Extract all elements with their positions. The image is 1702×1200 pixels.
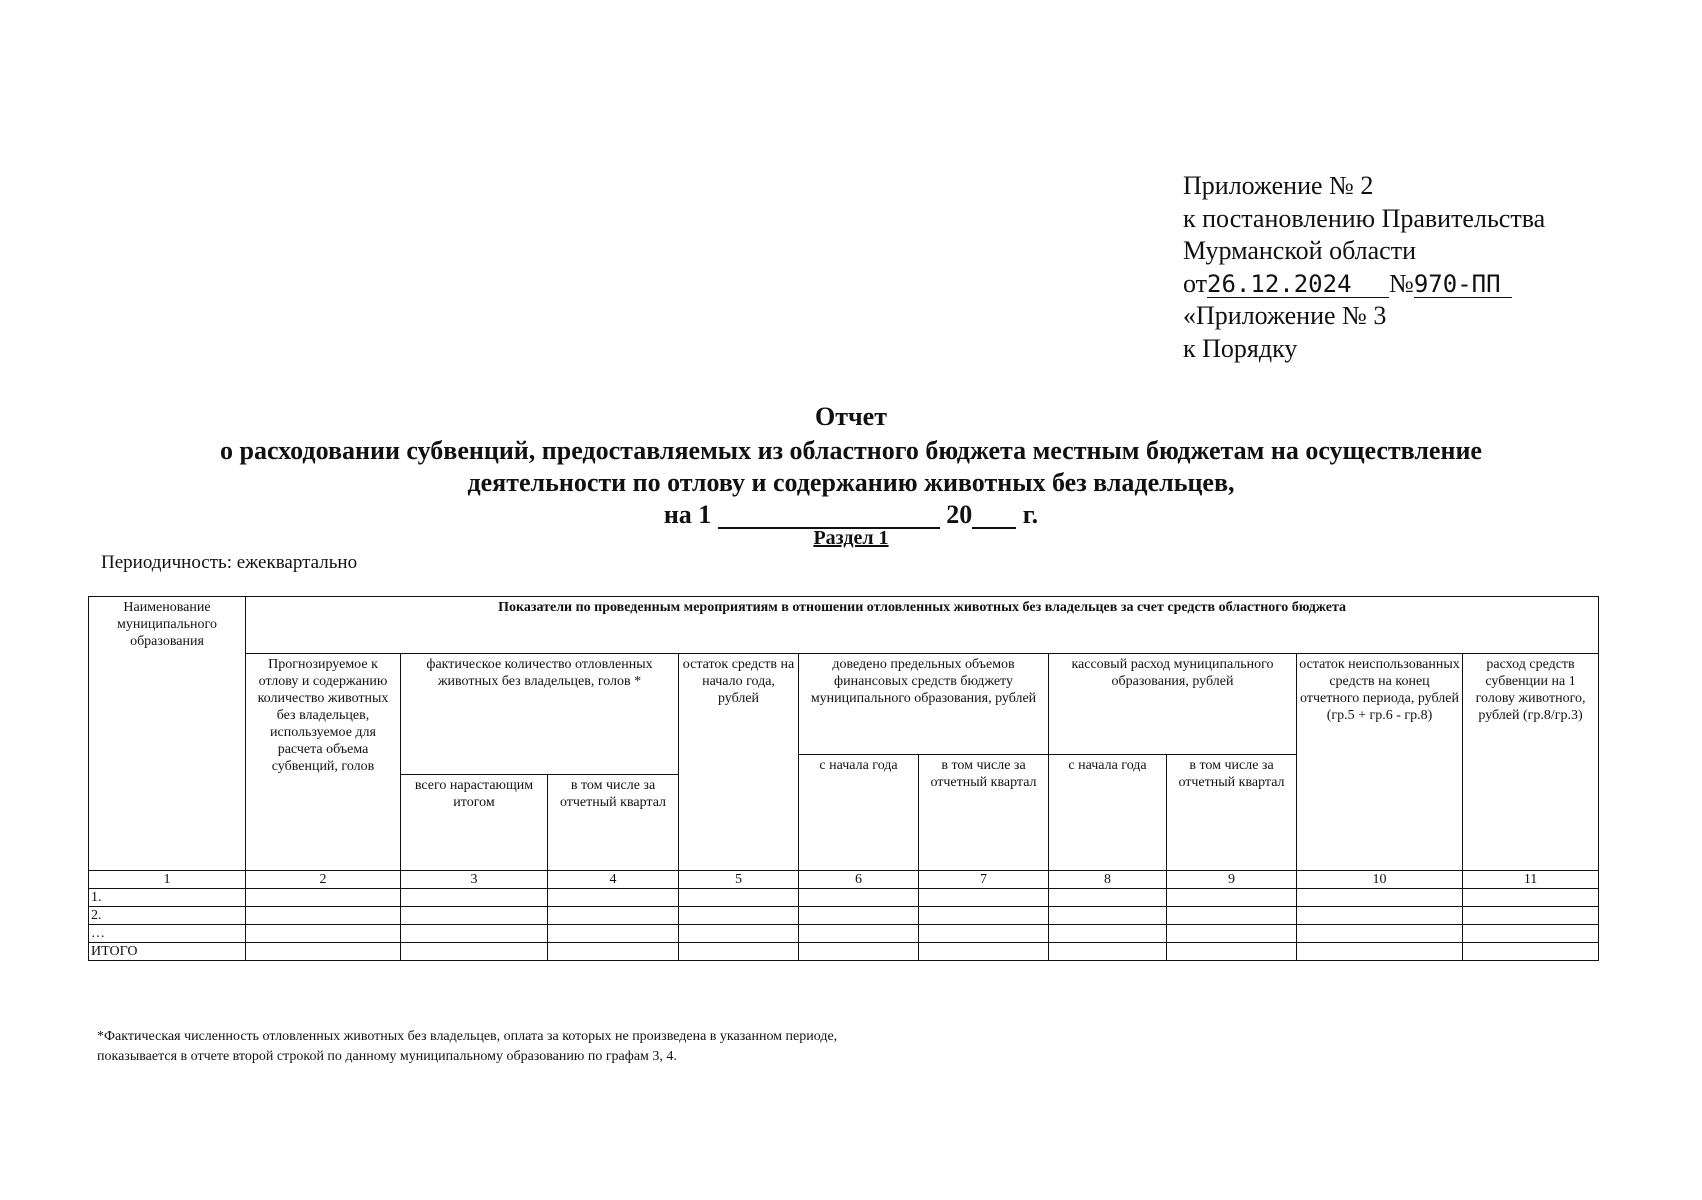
- header-actual-quarter: в том числе за отчетный квартал: [548, 775, 679, 871]
- header-expense-quarter: в том числе за отчетный квартал: [1167, 755, 1297, 871]
- table-row: [89, 889, 1599, 907]
- report-year-prefix: 20: [946, 500, 973, 529]
- header-allocated-quarter: в том числе за отчетный квартал: [919, 755, 1049, 871]
- header-cost-per-head: расход средств субвенции на 1 голову животного, рублей (гр.8/гр.3): [1463, 654, 1599, 871]
- col-number-8: 8: [1049, 871, 1167, 889]
- row-label: 1.: [89, 889, 246, 907]
- appendix-line-1: Приложение № 2: [1183, 171, 1374, 200]
- header-expense-ytd: с начала года: [1049, 755, 1167, 871]
- col-number-7: 7: [919, 871, 1049, 889]
- header-allocated-funds: доведено предельных объемов финансовых средств бюджету муниципального образования, рублей: [799, 654, 1049, 755]
- footnote: [97, 1027, 837, 1067]
- report-table: [88, 596, 1599, 961]
- header-allocated-ytd: с начала года: [799, 755, 919, 871]
- header-indicators: Показатели по проведенным мероприятиям в отношении отловленных животных без владельцев за счет средств областного бюджета: [246, 597, 1599, 654]
- appendix-line-2: к постановлению Правительства: [1183, 203, 1546, 233]
- appendix-number: 970-ПП: [1413, 269, 1501, 298]
- row-label-total: ИТОГО: [89, 943, 246, 961]
- table-row-total: [89, 943, 1599, 961]
- col-number-5: 5: [679, 871, 799, 889]
- col-number-4: 4: [548, 871, 679, 889]
- report-year-suffix: г.: [1022, 500, 1039, 529]
- row-label: 2.: [89, 907, 246, 925]
- col-number-6: 6: [799, 871, 919, 889]
- appendix-line-6: к Порядку: [1183, 333, 1298, 363]
- column-numbers-row: [89, 871, 1599, 889]
- report-date-blank: [718, 503, 940, 529]
- col-number-2: 2: [246, 871, 401, 889]
- footnote-line-1: *Фактическая численность отловленных животных без владельцев, оплата за которых не произведена в указанном периоде,: [97, 1029, 838, 1044]
- appendix-line-5: «Приложение № 3: [1183, 301, 1387, 330]
- report-subtitle-line-1: о расходовании субвенций, предоставляемых из областного бюджета местным бюджетам на осуществление: [220, 436, 1482, 465]
- section-heading: Раздел 1: [813, 527, 889, 549]
- header-cash-expense: кассовый расход муниципального образования, рублей: [1049, 654, 1297, 755]
- report-subtitle-line-2: деятельности по отлову и содержанию животных без владельцев,: [467, 468, 1235, 497]
- header-municipality: Наименование муниципального образования: [89, 597, 246, 871]
- appendix-number-label: №: [1389, 268, 1414, 298]
- col-number-10: 10: [1297, 871, 1463, 889]
- footnote-line-2: показывается в отчете второй строкой по данному муниципальному образованию по графам 3, 4.: [97, 1049, 677, 1064]
- header-balance-start: остаток средств на начало года, рублей: [679, 654, 799, 871]
- header-forecast-count: Прогнозируемое к отлову и содержанию количество животных без владельцев, используемое для расчета объема субвенций, голов: [246, 654, 401, 871]
- report-title: Отчет: [815, 402, 887, 431]
- appendix-from-label: от: [1183, 268, 1208, 298]
- appendix-date-line: [1183, 268, 1603, 301]
- row-label: …: [89, 925, 246, 943]
- table-row: [89, 907, 1599, 925]
- periodicity-label: Периодичность: ежеквартально: [101, 552, 358, 573]
- header-balance-end: остаток неиспользованных средств на конец отчетного периода, рублей (гр.5 + гр.6 - гр.8): [1297, 654, 1463, 871]
- col-number-11: 11: [1463, 871, 1599, 889]
- col-number-3: 3: [401, 871, 548, 889]
- report-date-prefix: на 1: [663, 500, 712, 529]
- appendix-line-3: Мурманской области: [1183, 236, 1416, 265]
- col-number-1: 1: [89, 871, 246, 889]
- appendix-block: [1183, 170, 1603, 365]
- header-actual-count: фактическое количество отловленных животных без владельцев, голов *: [401, 654, 679, 775]
- appendix-date: 26.12.2024: [1207, 269, 1352, 298]
- table-row: [89, 925, 1599, 943]
- report-year-blank: [972, 503, 1016, 529]
- col-number-9: 9: [1167, 871, 1297, 889]
- header-actual-total: всего нарастающим итогом: [401, 775, 548, 871]
